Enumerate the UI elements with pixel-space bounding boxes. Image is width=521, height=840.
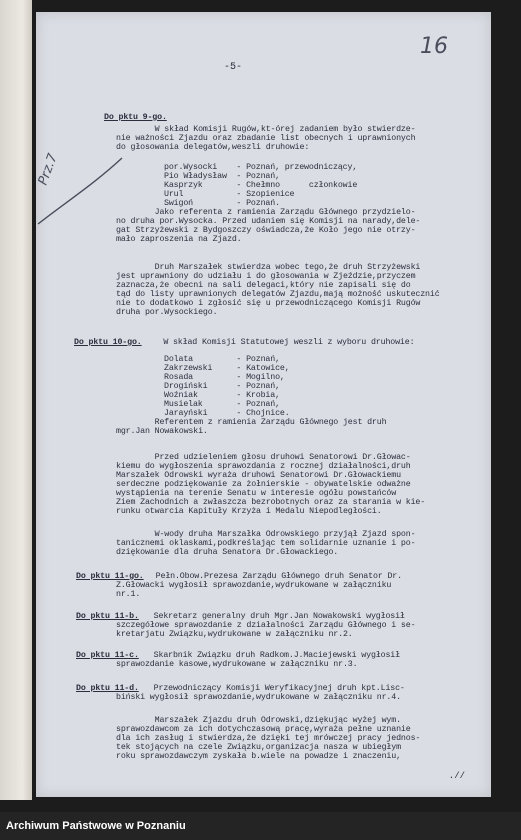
section-heading: Do pktu 10-go. [74, 338, 142, 347]
list-item: Swigoń - Poznań. [164, 199, 280, 208]
text-line: dziękowanie dla druha Senatora Dr.Głowackiego. [116, 548, 339, 557]
text-line: Pełn.Obow.Prezesa Zarządu Głównego druh Senator Dr. [146, 572, 402, 581]
text-line: sprawozdawcom za ich dotychczasową pracę,wyraża pełne uznanie [116, 725, 411, 734]
text-line: Sekretarz generalny druh Mgr.Jan Nowakowski wygłosił [144, 612, 405, 621]
list-item: Rosada - Mogilno, [164, 373, 285, 382]
text-line: runku otwarcia Kapituły Krzyża i Medalu Niepodległości. [116, 507, 382, 516]
list-item: por.Wysocki - Poznań, przewodniczący, [164, 163, 358, 172]
text-line: Skarbnik Związku druh Radkom.J.Maciejewski wygłosił [144, 651, 400, 660]
section-heading: Do pktu 9-go. [104, 113, 167, 122]
text-line: tąd do listy uprawnionych delegatów Zjazdu,mają możność uskutecznić [116, 290, 440, 299]
list-item: Pio Władysław - Poznań, [164, 172, 280, 181]
text-line: do głosowania delegatów,weszli druhowie: [116, 143, 310, 152]
list-item: Jarayński - Chojnice. [164, 409, 290, 418]
marginal-note: Prz.7 [35, 151, 61, 188]
text-line: kiemu do wygłoszenia sprawozdania z rocznej działalności,druh [116, 462, 411, 471]
document-page [36, 12, 491, 797]
text-line: tek stojących na czele Związku,organizacja nasza w ubiegłym [116, 743, 401, 752]
text-line: no druha por.Wysocka. Przed udaniem się Komisji na narady,dele- [116, 217, 421, 226]
continuation-mark: .// [448, 771, 465, 781]
text-line: Marszałek Odrowski wyraża druhowi Senatorowi Dr.Głowackiemu [116, 471, 401, 480]
text-line: kretarjatu Związku,wydrukowane w załączniku nr.2. [116, 630, 353, 639]
text-line: mgr.Jan Nowakowski. [116, 427, 208, 436]
text-line: druha por.Wysockiego. [116, 308, 218, 317]
text-line: W-wody druha Marszałka Odrowskiego przyjął Zjazd spon- [116, 530, 416, 539]
text-line: W skład Komisji Rugów,kt-órej zadaniem było stwierdze- [116, 125, 416, 134]
text-line: W skład Komisji Statutowej weszli z wyboru druhowie: [144, 338, 415, 347]
adjacent-page-edge [0, 0, 32, 800]
list-item: Zakrzewski - Katowice, [164, 364, 290, 373]
list-item: Woźniak - Krobia, [164, 391, 280, 400]
text-line: Z.Głowacki wygłosił sprawozdanie,wydrukowane w załączniku [116, 581, 392, 590]
text-line: serdeczne podziękowanie za żołnierskie - obywatelskie odważne [116, 480, 411, 489]
text-line: Druh Marszałek stwierdza wobec tego,że druh Strzyżewski [116, 263, 421, 272]
page-number: -5- [224, 62, 243, 73]
text-line: gat Strzyżewski z Bydgoszczy oświadcza,że Koło jego nie otrzy- [116, 226, 416, 235]
text-line: wystąpienia na terenie Senatu w interesie ogółu powstańców [116, 489, 397, 498]
text-line: mało zaproszenia na Zjazd. [116, 235, 242, 244]
text-line: nie ważności Zjazdu oraz zbadanie list obecnych i uprawnionych [116, 134, 416, 143]
text-line: sprawozdanie kasowe,wydrukowane w załączniku nr.3. [116, 660, 358, 669]
list-item: Drogiński - Poznań, [164, 382, 280, 391]
text-line: nr.1. [116, 590, 141, 599]
marginal-stroke [36, 152, 126, 232]
list-item: Dolata - Poznań, [164, 355, 280, 364]
section-heading: Do pktu 11-d. [76, 684, 139, 693]
text-line: Przewodniczący Komisji Weryfikacyjnej druh kpt.Lisc- [144, 684, 405, 693]
text-line: Jako referenta z ramienia Zarządu Głównego przydzielo- [116, 208, 416, 217]
archive-footer [0, 812, 521, 840]
text-line: biński wygłosił sprawozdanie,wydrukowane w załączniku nr.4. [116, 693, 401, 702]
section-heading: Do pktu 11-go. [76, 572, 144, 581]
text-line: Przed udzieleniem głosu druhowi Senatorowi Dr.Głowac- [116, 453, 411, 462]
section-heading: Do pktu 11-b. [76, 612, 139, 621]
list-item: Musielak - Poznań, [164, 400, 280, 409]
text-line: tanicznemi oklaskami,podkreślając tem solidarnie uznanie i po- [116, 539, 416, 548]
list-item: Kasprzyk - Chełmno członkowie [164, 181, 358, 190]
section-heading: Do pktu 11-c. [76, 651, 139, 660]
text-line: Referentem z ramienia Zarządu Głównego jest druh [116, 418, 387, 427]
folio-number: 16 [420, 34, 448, 59]
text-line: dla ich zasług i stwierdza,że dzięki tej mrówczej pracy jednos- [116, 734, 421, 743]
text-line: Marszałek Zjazdu druh Odrowski,dziękując wyżej wym. [116, 716, 401, 725]
list-item: Urul - Szopienice [164, 190, 295, 199]
text-line: roku sprawozdawczym zyskała b.wiele na powadze i znaczeniu, [116, 752, 401, 761]
text-line: jest uprawniony do udziału i do głosowania w Zjeździe,przyczem [116, 272, 416, 281]
text-line: szczegółowe sprawozdanie z działalności Zarządu Głównego i se- [116, 621, 416, 630]
text-line: nie to dodatkowo i zgłosić się u przewodniczącego Komisji Rugów [116, 299, 421, 308]
archive-name: Archiwum Państwowe w Poznaniu [6, 820, 186, 832]
text-line: zaznacza,że obecni na sali delegaci,który nie zapisali się do [116, 281, 411, 290]
text-line: Ziem Zachodnich a zwłaszcza bezrobotnych oraz za starania w kie- [116, 498, 426, 507]
